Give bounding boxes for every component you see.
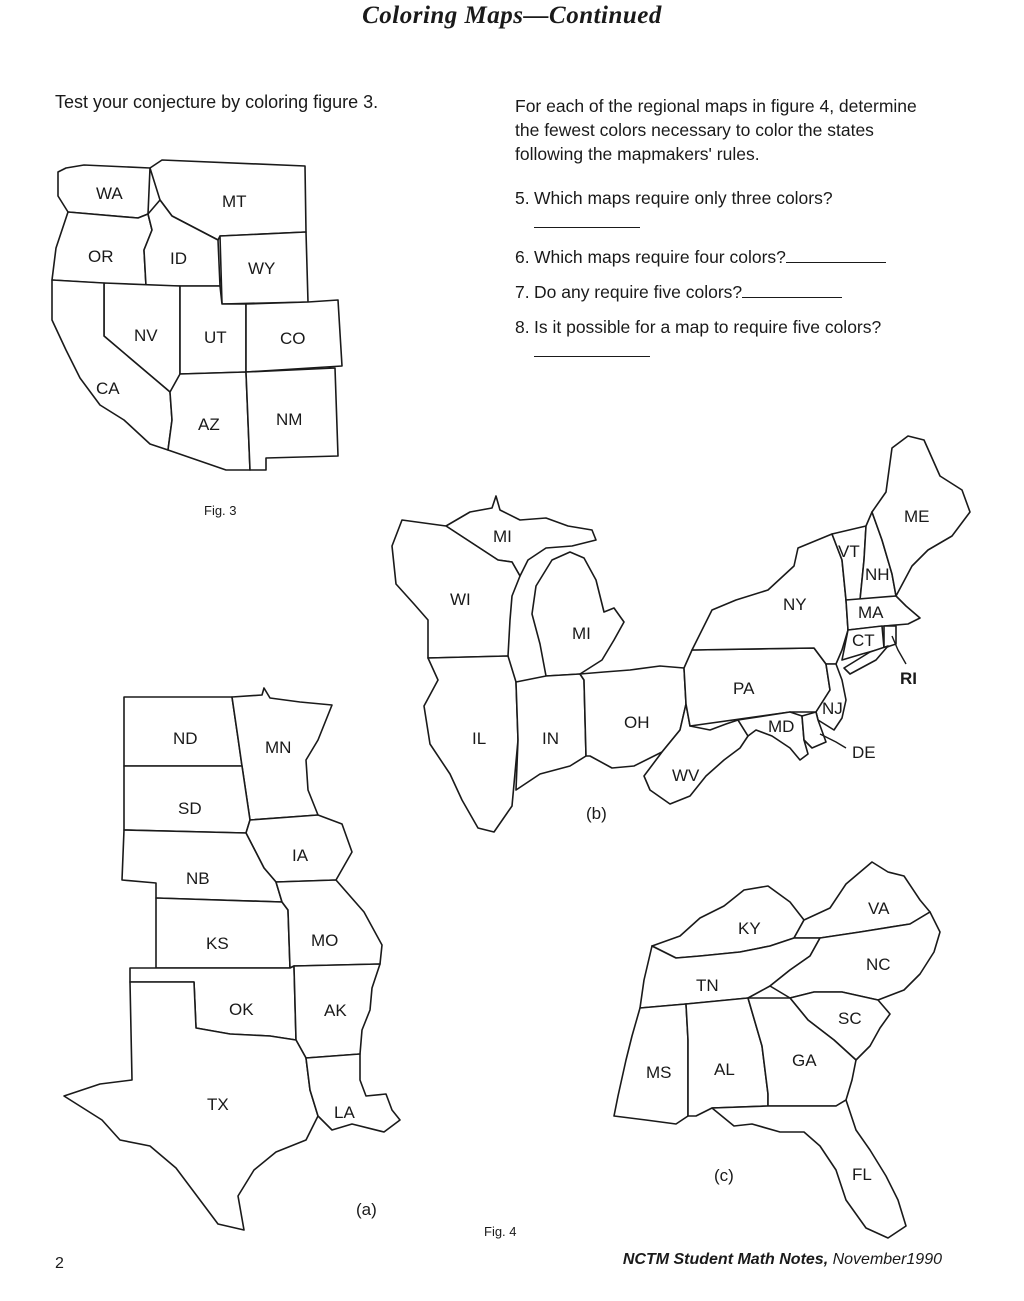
question-text: Do any require five colors? xyxy=(534,282,743,302)
fig4c-caption: (c) xyxy=(714,1166,734,1185)
state-label: MS xyxy=(646,1063,672,1082)
state-label: CT xyxy=(852,631,875,650)
fig3-western-map xyxy=(52,160,342,518)
state-mi-lower[interactable] xyxy=(532,552,624,676)
state-label: VT xyxy=(838,542,860,561)
state-label: NH xyxy=(865,565,890,584)
question-number: 5. xyxy=(515,188,530,208)
fig4a-central-map xyxy=(64,688,400,1230)
fig4c-southeast-map xyxy=(614,862,940,1238)
state-label: GA xyxy=(792,1051,817,1070)
state-label: AL xyxy=(714,1060,735,1079)
state-label: OK xyxy=(229,1000,254,1019)
question-text: Which maps require only three colors? xyxy=(534,188,833,208)
state-label: IA xyxy=(292,846,309,865)
state-label: KY xyxy=(738,919,761,938)
question-number: 6. xyxy=(515,247,530,267)
state-label: NY xyxy=(783,595,807,614)
state-label: MT xyxy=(222,192,247,211)
page-title: Coloring Maps—Continued xyxy=(362,2,662,29)
state-label: VA xyxy=(868,899,890,918)
state-label: SC xyxy=(838,1009,862,1028)
state-label: IL xyxy=(472,729,487,748)
state-label: SD xyxy=(178,799,202,818)
ri-pointer-line xyxy=(892,636,906,664)
state-label: ID xyxy=(170,249,187,268)
page-number: 2 xyxy=(55,1255,64,1272)
fig4-caption: Fig. 4 xyxy=(484,1224,517,1239)
state-label: CA xyxy=(96,379,120,398)
instructions-text: For each of the regional maps in figure 4, determine the fewest colors necessary to color the states following the mapmakers' rules. xyxy=(515,96,917,164)
state-label: KS xyxy=(206,934,229,953)
state-label: PA xyxy=(733,679,755,698)
state-label: RI xyxy=(900,669,917,688)
state-label: IN xyxy=(542,729,559,748)
state-label: WV xyxy=(672,766,700,785)
state-mo[interactable] xyxy=(276,880,382,968)
state-label: MD xyxy=(768,717,795,736)
question-number: 8. xyxy=(515,317,530,337)
source-publication: NCTM Student Math Notes, xyxy=(622,1251,829,1268)
source-citation xyxy=(623,1251,942,1269)
state-label: WI xyxy=(450,590,471,609)
state-label: MO xyxy=(311,931,339,950)
question-number: 7. xyxy=(515,282,530,302)
question-text: Which maps require four colors? xyxy=(534,247,786,267)
fig4b-caption: (b) xyxy=(586,804,607,823)
fig3-caption: Fig. 3 xyxy=(204,503,237,518)
source-date: November1990 xyxy=(828,1251,942,1268)
state-ny[interactable] xyxy=(692,534,848,664)
state-label: NC xyxy=(866,955,891,974)
state-label: WY xyxy=(248,259,276,278)
state-ri[interactable] xyxy=(884,626,896,648)
state-label: MI xyxy=(572,624,591,643)
state-label: OH xyxy=(624,713,650,732)
state-label: ND xyxy=(173,729,198,748)
state-label: AZ xyxy=(198,415,220,434)
state-label: AK xyxy=(324,1001,347,1020)
state-il[interactable] xyxy=(424,656,518,832)
state-fl[interactable] xyxy=(712,1100,906,1238)
state-label: NJ xyxy=(822,699,843,718)
state-label: CO xyxy=(280,329,306,348)
fig4b-northeast-map xyxy=(392,436,970,832)
state-label: MN xyxy=(265,738,292,757)
state-label: WA xyxy=(96,184,123,203)
intro-text: Test your conjecture by coloring figure 3. xyxy=(55,92,379,112)
state-label: NB xyxy=(186,869,210,888)
fig4a-caption: (a) xyxy=(356,1200,377,1219)
state-label: UT xyxy=(204,328,227,347)
state-label: DE xyxy=(852,743,876,762)
state-label: MA xyxy=(858,603,884,622)
state-label: ME xyxy=(904,507,930,526)
state-label: NM xyxy=(276,410,303,429)
state-label: MI xyxy=(493,527,512,546)
state-label: LA xyxy=(334,1103,355,1122)
state-label: NV xyxy=(134,326,158,345)
state-label: FL xyxy=(852,1165,872,1184)
state-label: OR xyxy=(88,247,114,266)
state-label: TN xyxy=(696,976,719,995)
state-ks[interactable] xyxy=(156,898,290,968)
state-label: TX xyxy=(207,1095,229,1114)
question-text: Is it possible for a map to require five colors? xyxy=(534,317,882,337)
